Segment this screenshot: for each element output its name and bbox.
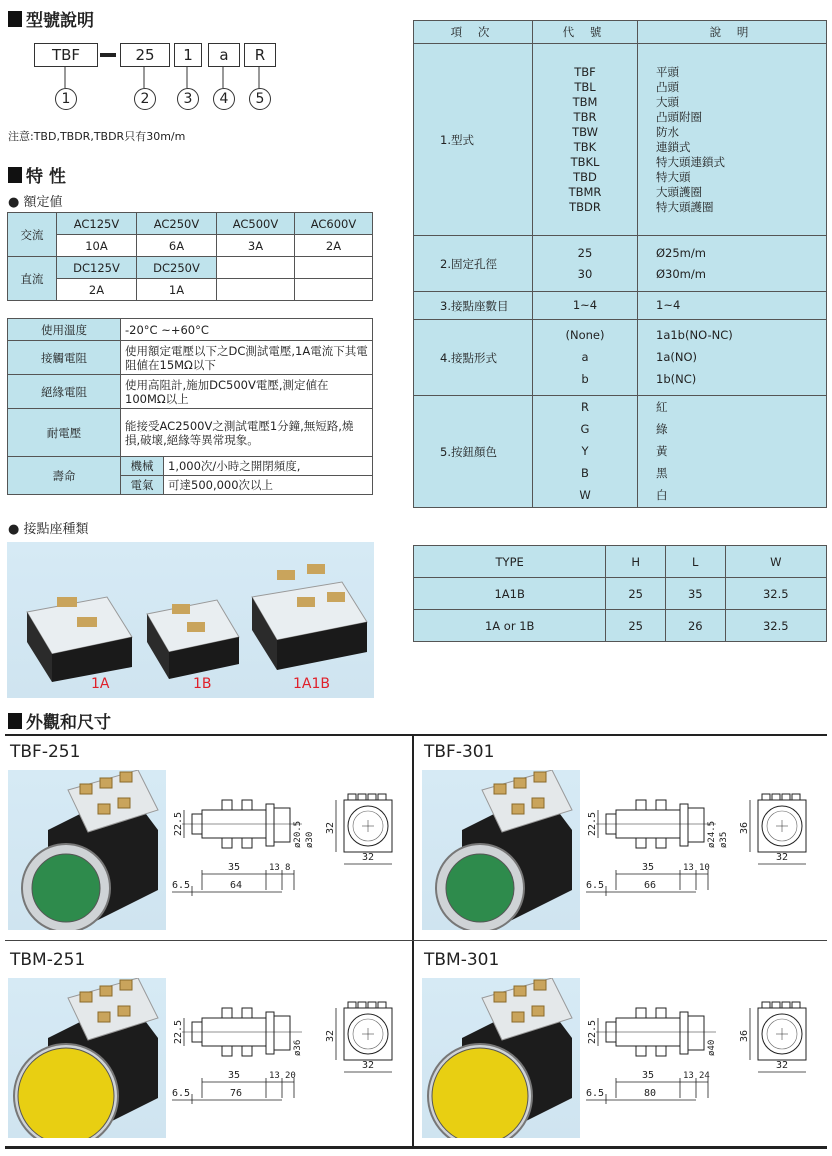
appearance-title: 外觀和尺寸 — [26, 713, 111, 733]
list-entry: 大頭 — [656, 94, 679, 109]
drawing-stroke — [242, 800, 252, 810]
model-group-contact — [414, 320, 827, 396]
dim-cell: 25 — [606, 610, 666, 642]
rated-label: ● 額定値 — [8, 195, 63, 210]
drawing-stroke — [792, 1002, 800, 1008]
dimension-label: 76 — [230, 1088, 243, 1099]
dimension-label: 35 — [642, 862, 655, 873]
model-box-text: 1 — [183, 46, 193, 64]
dimension-label: 8 — [285, 863, 291, 873]
drawing-stroke — [688, 1016, 704, 1050]
model-circle-2 — [134, 88, 156, 110]
spec-value-contact-resistance: 使用額定電壓以下之DC測試電壓,1A電流下其電阻値在15MΩ以下 — [121, 341, 373, 375]
drawing-stroke — [222, 1046, 232, 1056]
spec-value-insulation: 使用高阻計,施加DC500V電壓,測定値在100MΩ以上 — [121, 375, 373, 409]
spec-label-voltage: 耐電壓 — [8, 409, 121, 457]
ac-volt-2: AC250V — [136, 213, 216, 235]
list-entry: 30 — [577, 266, 593, 281]
dimension-label: 36 — [739, 1029, 750, 1042]
dimension-label: 22.5 — [587, 1019, 598, 1044]
illustration-shape — [98, 1012, 110, 1022]
features-title: 特 性 — [26, 167, 66, 187]
drawing-stroke — [656, 800, 666, 810]
circle-number: 3 — [183, 91, 193, 107]
model-header-item: 項 次 — [414, 21, 533, 44]
list-entry: TBK — [573, 139, 597, 154]
model-group-color — [414, 396, 827, 508]
list-entry: Y — [581, 444, 589, 458]
product-photo — [422, 978, 580, 1138]
list-entry: 黃 — [656, 444, 668, 458]
illustration-shape — [98, 804, 110, 814]
circle-number: 5 — [255, 91, 265, 107]
illustration-shape — [512, 1012, 524, 1022]
push-button-illustration — [422, 770, 580, 930]
list-entry: 凸頭附圈 — [656, 109, 702, 124]
model-box-text: TBF — [51, 46, 81, 64]
product-photo — [8, 978, 166, 1138]
push-button-illustration — [8, 978, 166, 1138]
product-photo — [8, 770, 166, 930]
product-name: TBF-301 — [424, 742, 495, 762]
dimension-label: 6.5 — [586, 880, 605, 891]
drawing-stroke — [358, 1002, 366, 1008]
illustration-shape — [494, 784, 506, 794]
dimension-label: 64 — [230, 880, 243, 891]
list-entry: R — [581, 400, 589, 414]
contact-type-1a1b: 1A1B — [293, 676, 330, 692]
dimension-label: 22.5 — [173, 1019, 184, 1044]
list-entry: (None) — [565, 328, 605, 342]
group-descs — [638, 44, 827, 236]
drawing-stroke — [222, 838, 232, 848]
dimension-label: 35 — [642, 1070, 655, 1081]
empty-cell — [294, 279, 372, 301]
group-item: 2.固定孔徑 — [414, 236, 533, 292]
dimension-label: ø35 — [719, 831, 729, 848]
list-entry: TBM — [572, 94, 598, 109]
list-entry: 1~4 — [572, 298, 598, 312]
list-entry: TBDR — [569, 199, 601, 214]
list-entry: G — [580, 422, 590, 436]
spec-label-contact-resistance: 接觸電阻 — [8, 341, 121, 375]
product-panel — [422, 742, 820, 932]
illustration-shape — [100, 778, 112, 788]
group-codes — [533, 396, 638, 508]
dimension-label: 32 — [362, 1060, 375, 1071]
dim-cell: 1A or 1B — [414, 610, 606, 642]
list-entry: 1~4 — [656, 298, 681, 312]
group-codes — [533, 320, 638, 396]
list-entry: 凸頭 — [656, 79, 679, 94]
group-item: 4.接點形式 — [414, 320, 533, 396]
list-entry: a — [581, 350, 589, 364]
circle-number: 4 — [219, 91, 229, 107]
list-entry: TBR — [573, 109, 597, 124]
life-label: 壽命 — [8, 457, 121, 495]
list-entry: 白 — [656, 488, 668, 502]
dim-cell: 1A1B — [414, 578, 606, 610]
section-marker — [8, 11, 22, 27]
list-entry: 特大頭 — [656, 169, 691, 184]
drawing-stroke — [242, 1008, 252, 1018]
spec-label-temp: 使用溫度 — [8, 319, 121, 341]
illustration-shape — [120, 772, 132, 782]
dimension-label: 13 — [683, 863, 694, 873]
dimension-label: 6.5 — [172, 880, 191, 891]
dim-cell: 32.5 — [725, 578, 826, 610]
dimension-label: 32 — [325, 821, 336, 834]
dimension-label: 6.5 — [586, 1088, 605, 1099]
drawing-stroke — [368, 794, 376, 800]
list-entry: 大頭護圈 — [656, 184, 702, 199]
illustration-shape — [100, 986, 112, 996]
illustration-shape — [432, 1048, 528, 1138]
dim-cell: 35 — [665, 578, 725, 610]
group-codes — [533, 292, 638, 320]
ac-amp-1: 10A — [57, 235, 137, 257]
contact-label: ● 接點座種類 — [8, 522, 89, 537]
divider-top — [5, 734, 827, 736]
drawing-stroke — [378, 1002, 386, 1008]
list-entry: TBD — [573, 169, 597, 184]
ac-amp-3: 3A — [216, 235, 294, 257]
group-descs — [638, 320, 827, 396]
spec-table — [7, 318, 373, 495]
model-box-text: a — [219, 46, 229, 64]
drawing-stroke — [242, 838, 252, 848]
dc-amp-1: 2A — [57, 279, 137, 301]
drawing-stroke — [274, 808, 290, 842]
illustration-shape — [512, 804, 524, 814]
table-row — [414, 610, 827, 642]
contact-block-1b — [147, 600, 239, 679]
list-entry: TBKL — [570, 154, 600, 169]
list-entry: 防水 — [656, 124, 679, 139]
drawing-stroke — [772, 794, 780, 800]
contact-block-photo — [7, 542, 374, 698]
group-descs — [638, 292, 827, 320]
list-entry: 綠 — [656, 422, 668, 436]
ac-volt-1: AC125V — [57, 213, 137, 235]
model-section-title — [8, 6, 94, 31]
list-entry: Ø30m/m — [656, 266, 706, 281]
circle-number: 1 — [61, 91, 71, 107]
drawing-stroke — [656, 1008, 666, 1018]
group-codes — [533, 44, 638, 236]
model-box-text: R — [254, 46, 266, 64]
drawing-stroke — [782, 1002, 790, 1008]
dc-volt-1: DC125V — [57, 257, 137, 279]
rated-table — [7, 212, 373, 301]
life-mech-label: 機械 — [121, 457, 164, 476]
drawing-stroke — [348, 1002, 356, 1008]
illustration-shape — [18, 1048, 114, 1138]
illustration-shape — [120, 980, 132, 990]
list-entry: Ø25m/m — [656, 245, 706, 260]
appearance-section-title — [8, 708, 111, 733]
ac-label: 交流 — [8, 213, 57, 257]
push-button-illustration — [422, 978, 580, 1138]
drawing-stroke — [772, 1002, 780, 1008]
drawing-stroke — [636, 1008, 646, 1018]
list-entry: 特大頭連鎖式 — [656, 154, 725, 169]
drawing-stroke — [274, 1016, 290, 1050]
dimension-label: 13 — [683, 1071, 694, 1081]
dimension-label: ø40 — [707, 1039, 717, 1056]
dimension-label: 6.5 — [172, 1088, 191, 1099]
ac-volt-4: AC600V — [294, 213, 372, 235]
section-marker — [8, 167, 22, 183]
life-elec-label: 電氣 — [121, 476, 164, 495]
group-codes — [533, 236, 638, 292]
dimension-label: 32 — [776, 1060, 789, 1071]
drawing-stroke — [222, 1008, 232, 1018]
list-entry: 1b(NC) — [656, 372, 697, 386]
product-name: TBM-251 — [10, 950, 86, 970]
dimension-label: 20 — [285, 1071, 296, 1081]
drawing-stroke — [680, 1012, 688, 1054]
product-name: TBF-251 — [10, 742, 81, 762]
contact-type-1a: 1A — [91, 676, 110, 692]
dim-header-w: W — [725, 546, 826, 578]
drawing-stroke — [656, 1046, 666, 1056]
dimension-label: 80 — [644, 1088, 657, 1099]
dim-header-l: L — [665, 546, 725, 578]
drawing-stroke — [762, 1002, 770, 1008]
drawing-stroke — [378, 794, 386, 800]
illustration-shape — [446, 854, 514, 922]
dimension-label: 13 — [269, 1071, 280, 1081]
group-item: 3.接點座數目 — [414, 292, 533, 320]
drawing-stroke — [348, 794, 356, 800]
dimension-label: 10 — [699, 863, 710, 873]
dim-header-h: H — [606, 546, 666, 578]
dim-cell: 26 — [665, 610, 725, 642]
list-entry: W — [579, 488, 591, 502]
ac-amp-2: 6A — [136, 235, 216, 257]
product-name: TBM-301 — [424, 950, 500, 970]
drawing-stroke — [242, 1046, 252, 1056]
dimension-label: ø24.5 — [707, 820, 717, 848]
list-entry: TBF — [574, 64, 596, 79]
drawing-stroke — [222, 800, 232, 810]
contact-type-1b: 1B — [193, 676, 212, 692]
contact-block-1a — [27, 597, 132, 682]
dimension-drawing — [172, 770, 408, 930]
dimension-label: 22.5 — [173, 811, 184, 836]
dimension-drawing — [586, 978, 822, 1138]
drawing-stroke — [636, 1046, 646, 1056]
dimension-label: 13 — [269, 863, 280, 873]
model-circle-4 — [213, 88, 235, 110]
list-entry: 連鎖式 — [656, 139, 691, 154]
dc-volt-2: DC250V — [136, 257, 216, 279]
drawing-stroke — [688, 808, 704, 842]
illustration-shape — [534, 772, 546, 782]
dimension-drawing — [172, 978, 408, 1138]
model-box-text: 25 — [135, 46, 155, 64]
illustration-shape — [118, 798, 130, 808]
illustration-shape — [514, 986, 526, 996]
divider-bottom — [5, 1146, 827, 1149]
life-elec-value: 可達500,000次以上 — [164, 476, 373, 495]
drawing-stroke — [782, 794, 790, 800]
contact-block-1a1b — [252, 564, 367, 670]
dimension-label: 35 — [228, 862, 241, 873]
empty-cell — [216, 279, 294, 301]
table-row — [414, 578, 827, 610]
model-dash — [100, 53, 116, 57]
illustration-shape — [532, 1006, 544, 1016]
list-entry: B — [581, 466, 589, 480]
dimension-table — [413, 545, 827, 642]
drawing-stroke — [680, 804, 688, 846]
drawing-stroke — [368, 1002, 376, 1008]
model-header-desc: 說 明 — [638, 21, 827, 44]
dimension-label: 24 — [699, 1071, 710, 1081]
dim-cell: 25 — [606, 578, 666, 610]
circle-number: 2 — [140, 91, 150, 107]
drawing-stroke — [636, 800, 646, 810]
ac-volt-3: AC500V — [216, 213, 294, 235]
divider-middle — [5, 940, 827, 941]
list-entry: 紅 — [656, 400, 668, 414]
dimension-label: 22.5 — [587, 811, 598, 836]
drawing-stroke — [762, 794, 770, 800]
life-mech-value: 1,000次/小時之開閉頻度, — [164, 457, 373, 476]
list-entry: 平頭 — [656, 64, 679, 79]
dc-label: 直流 — [8, 257, 57, 301]
section-marker — [8, 713, 22, 729]
illustration-shape — [494, 992, 506, 1002]
illustration-shape — [534, 980, 546, 990]
illustration-shape — [532, 798, 544, 808]
illustration-shape — [80, 784, 92, 794]
spec-value-temp: -20°C ~+60°C — [121, 319, 373, 341]
list-entry: TBL — [574, 79, 596, 94]
group-item: 1.型式 — [414, 44, 533, 236]
model-title: 型號說明 — [26, 11, 94, 31]
model-note: 注意:TBD,TBDR,TBDR只有30m/m — [8, 130, 186, 143]
list-entry: 25 — [577, 245, 593, 260]
illustration-shape — [80, 992, 92, 1002]
model-connector-lines — [30, 64, 280, 90]
group-item: 5.按鈕顏色 — [414, 396, 533, 508]
group-descs — [638, 236, 827, 292]
model-header-code: 代 號 — [533, 21, 638, 44]
features-section-title — [8, 162, 66, 187]
group-descs — [638, 396, 827, 508]
dimension-label: 66 — [644, 880, 657, 891]
list-entry: TBMR — [568, 184, 602, 199]
drawing-stroke — [636, 838, 646, 848]
spec-value-voltage: 能接受AC2500V之測試電壓1分鐘,無短路,燒損,破壞,絕緣等異常現象。 — [121, 409, 373, 457]
drawing-stroke — [266, 804, 274, 846]
divider-vertical — [412, 736, 414, 1146]
ac-amp-4: 2A — [294, 235, 372, 257]
list-entry: b — [581, 372, 589, 386]
dimension-label: ø30 — [305, 831, 315, 848]
list-entry: 1a(NO) — [656, 350, 697, 364]
illustration-shape — [514, 778, 526, 788]
dc-amp-2: 1A — [136, 279, 216, 301]
dimension-label: 32 — [362, 852, 375, 863]
drawing-stroke — [656, 838, 666, 848]
list-entry: 特大頭護圈 — [656, 199, 714, 214]
model-group-count — [414, 292, 827, 320]
model-code-table — [413, 20, 827, 508]
product-photo — [422, 770, 580, 930]
list-entry: 1a1b(NO-NC) — [656, 328, 733, 342]
drawing-stroke — [792, 794, 800, 800]
dimension-label: ø36 — [293, 1039, 303, 1056]
dimension-drawing — [586, 770, 822, 930]
spec-label-insulation: 絕緣電阻 — [8, 375, 121, 409]
empty-cell — [216, 257, 294, 279]
product-panel — [422, 950, 820, 1140]
dimension-label: 32 — [776, 852, 789, 863]
dimension-label: 32 — [325, 1029, 336, 1042]
product-panel — [8, 742, 406, 932]
dimension-label: ø20.5 — [293, 820, 303, 848]
illustration-shape — [32, 854, 100, 922]
drawing-stroke — [266, 1012, 274, 1054]
model-circle-3 — [177, 88, 199, 110]
model-circle-1 — [55, 88, 77, 110]
model-circle-5 — [249, 88, 271, 110]
model-group-type — [414, 44, 827, 236]
list-entry: TBW — [572, 124, 598, 139]
model-group-hole — [414, 236, 827, 292]
list-entry: 黑 — [656, 466, 668, 480]
product-panel — [8, 950, 406, 1140]
dimension-label: 35 — [228, 1070, 241, 1081]
push-button-illustration — [8, 770, 166, 930]
empty-cell — [294, 257, 372, 279]
contact-block-illustration — [7, 542, 374, 698]
dimension-label: 36 — [739, 821, 750, 834]
dim-cell: 32.5 — [725, 610, 826, 642]
illustration-shape — [118, 1006, 130, 1016]
drawing-stroke — [358, 794, 366, 800]
dim-header-type: TYPE — [414, 546, 606, 578]
